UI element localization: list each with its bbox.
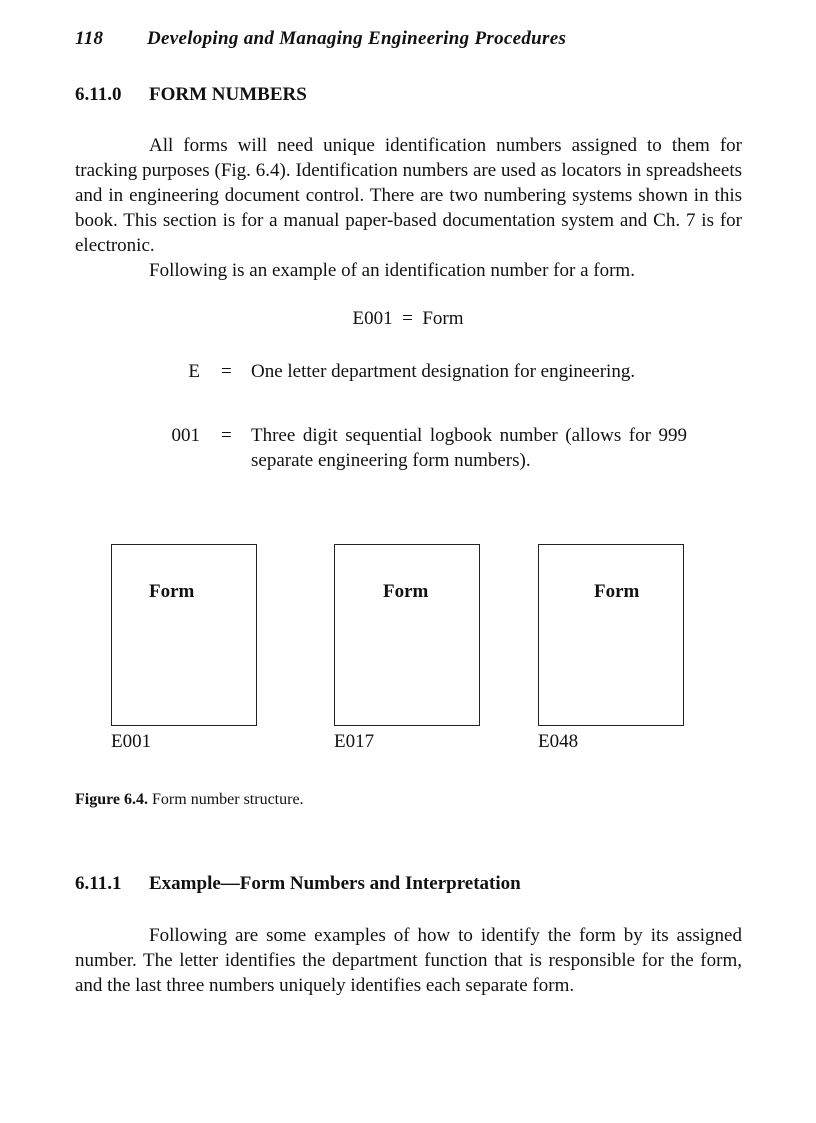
definition-description: Three digit sequential logbook number (allows for 999 separate engineering form numbers). [251,425,687,471]
paragraph-form-interpretation: Following are some examples of how to identify the form by its assigned number. The letter identifies the department function that is responsible for the form, and the last three numbers uniquely identifies each separate form. [75,925,742,996]
definition-equation: E001 = Form [352,308,464,329]
figure-caption [75,791,304,809]
section-title: Example—Form Numbers and Interpretation [149,873,521,894]
definition-row-e [0,359,816,384]
paragraph-forms-identification: All forms will need unique identification numbers assigned to them for tracking purposes (Fig. 6.4). Identification numbers are used as locators in spreadsheets and in engineering document control. There are two numbering systems shown in this book. This section is for a manual paper-based documentation system and Ch. 7 is for electronic. [75,135,742,256]
book-title: Developing and Managing Engineering Procedures [147,28,567,49]
definition-term: 001 [171,425,200,446]
form-box-e048 [538,544,684,726]
running-header [75,28,566,50]
definition-equals: = [221,361,232,382]
form-code-e048: E048 [538,731,579,752]
definition-description: One letter department designation for engineering. [251,361,636,382]
figure-caption-text: Form number structure. [152,791,304,808]
intro-text [75,133,742,283]
definition-row-001 [0,423,816,473]
definition-equals: = [221,425,232,446]
section-title: FORM NUMBERS [149,84,307,105]
form-code-e017: E017 [334,731,375,752]
section-heading-example [75,873,521,895]
definition-term: E [188,361,200,382]
form-code-e001: E001 [111,731,152,752]
section-number: 6.11.0 [75,84,122,105]
form-label: Form [149,581,195,602]
form-box-e017 [334,544,480,726]
form-box-e001 [111,544,257,726]
form-label: Form [594,581,640,602]
form-label: Form [383,581,429,602]
paragraph-example-intro: Following is an example of an identification number for a form. [149,260,635,281]
section-number: 6.11.1 [75,873,122,894]
section-heading-form-numbers [75,84,307,106]
figure-caption-label: Figure 6.4. [75,791,149,808]
page-number: 118 [75,28,104,49]
example-text [75,923,742,998]
